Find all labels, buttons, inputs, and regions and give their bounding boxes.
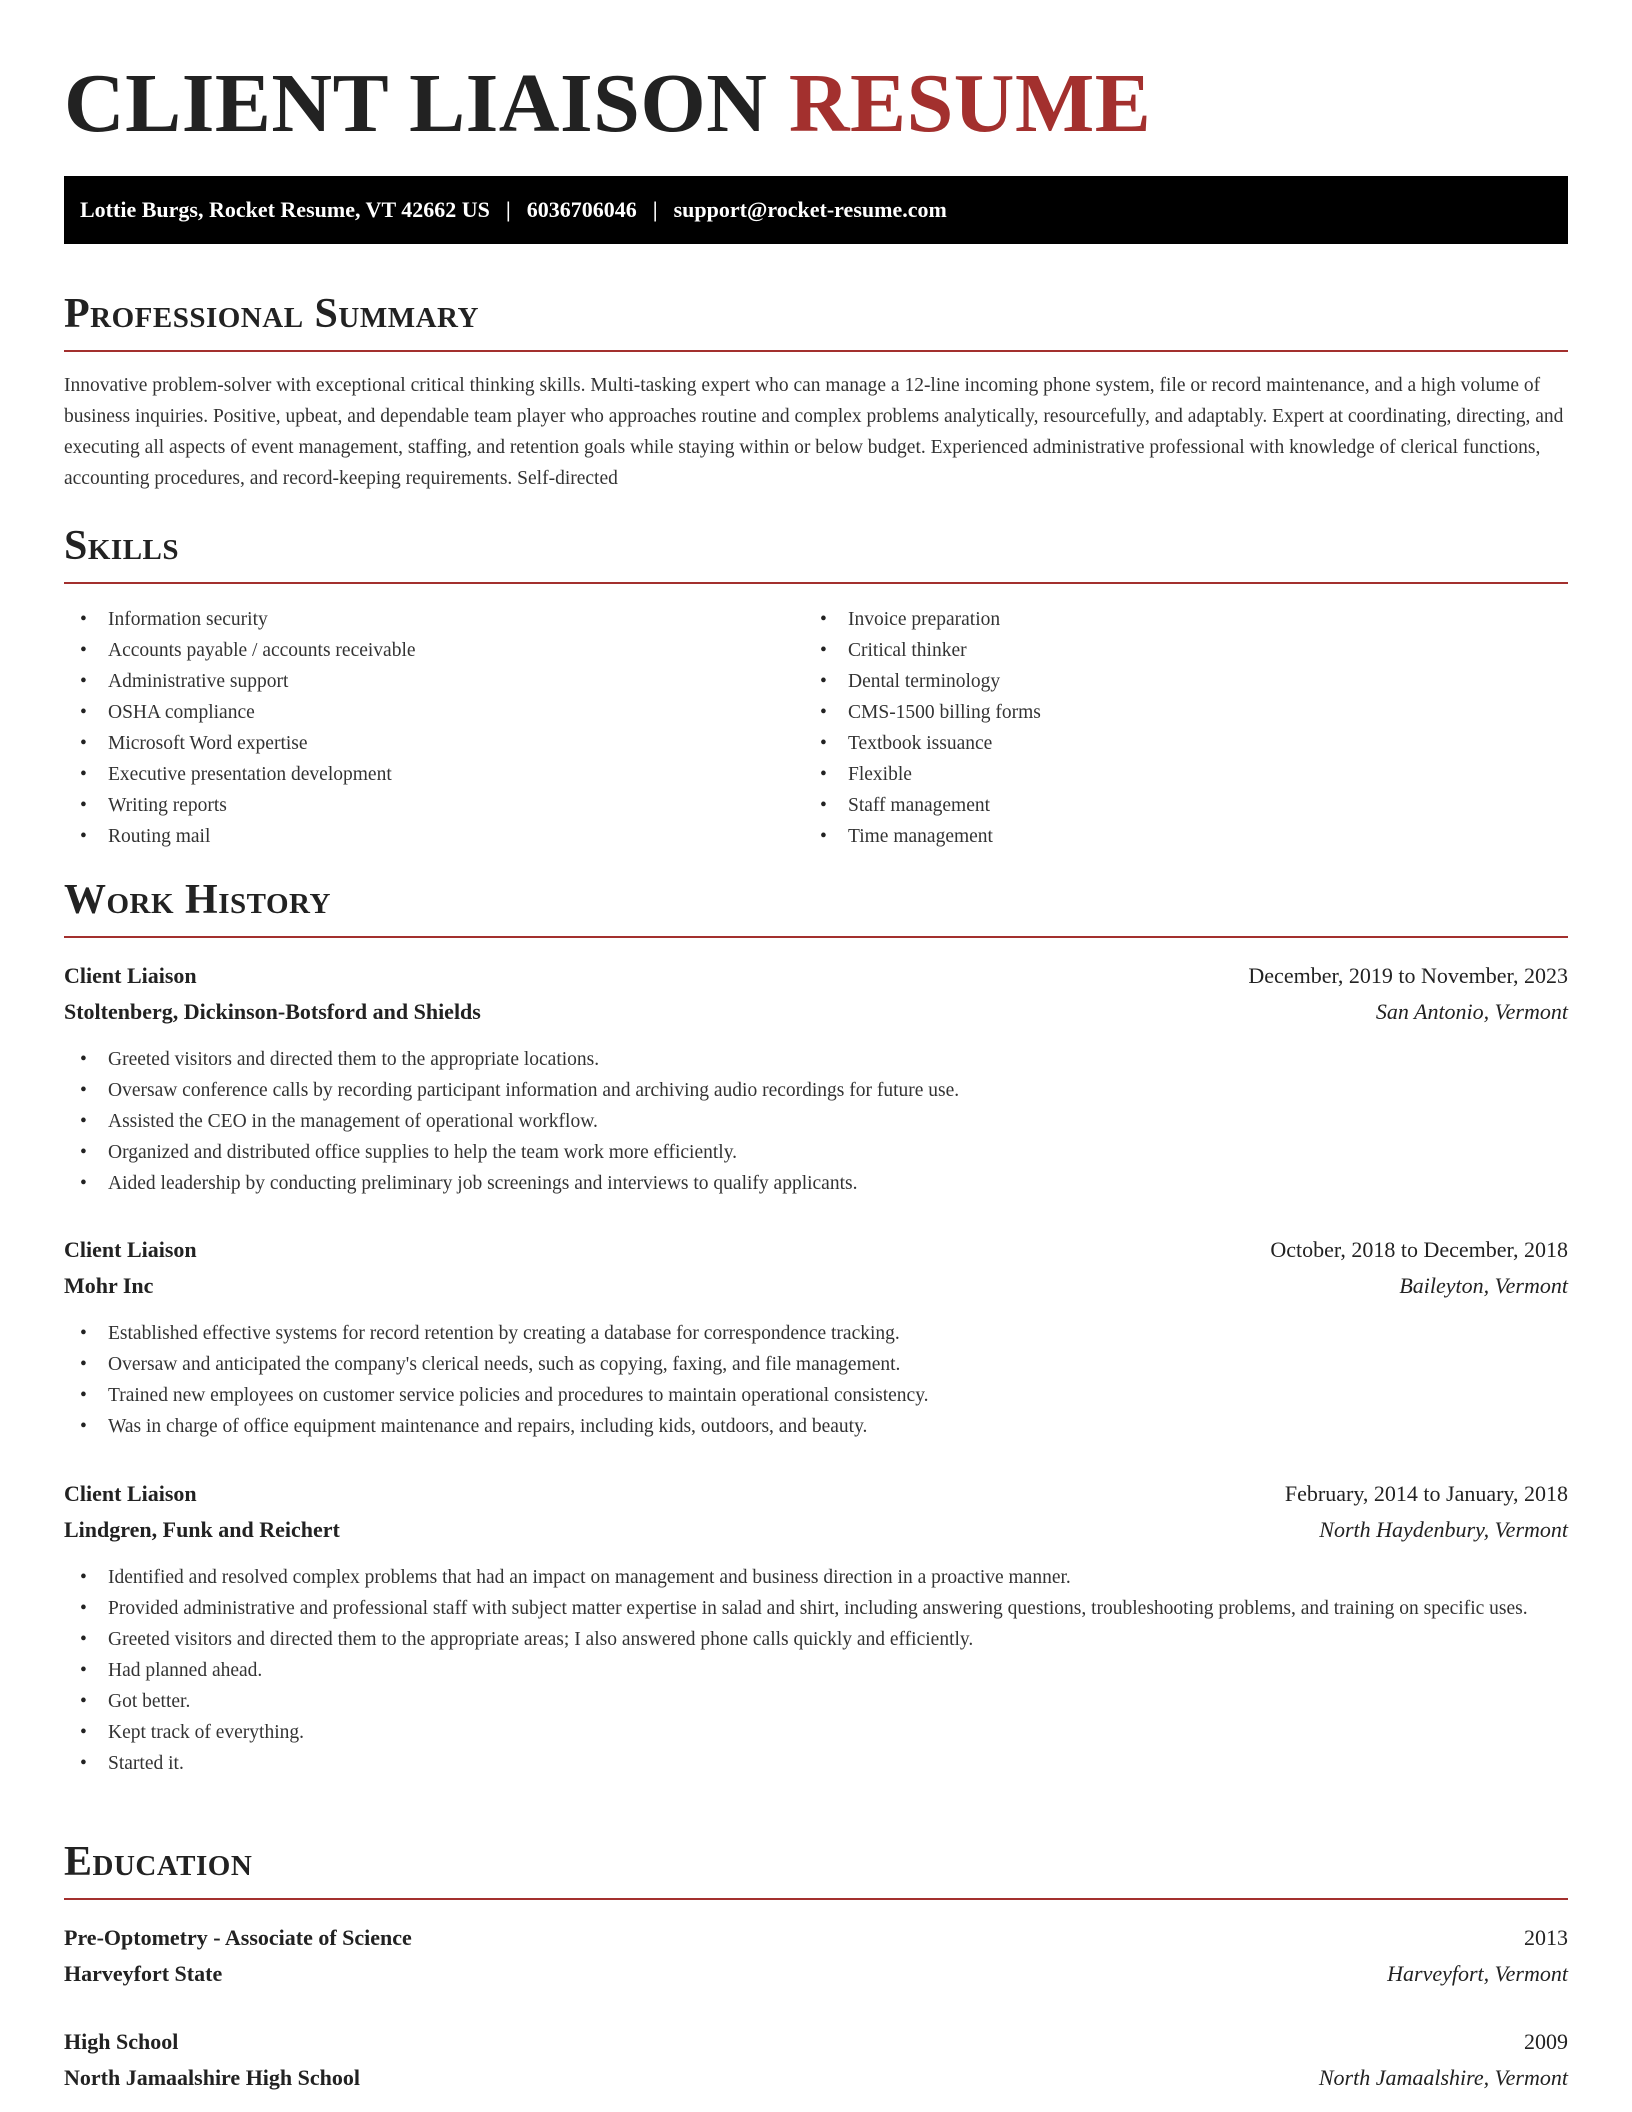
skill-item: • Textbook issuance bbox=[804, 728, 1544, 759]
skill-item: • Accounts payable / accounts receivable bbox=[64, 635, 804, 666]
job-location: North Haydenbury, Vermont bbox=[1319, 1517, 1568, 1542]
job-company: Mohr Inc bbox=[64, 1273, 154, 1298]
duty-item: • Oversaw conference calls by recording participant information and archiving audio recordings for future use. bbox=[64, 1075, 1568, 1106]
education-divider bbox=[64, 1898, 1568, 1900]
skill-item: • Staff management bbox=[804, 790, 1544, 821]
skill-item: • Routing mail bbox=[64, 821, 804, 852]
skill-item: • OSHA compliance bbox=[64, 697, 804, 728]
skill-item: • Time management bbox=[804, 821, 1544, 852]
contact-email[interactable]: support@rocket-resume.com bbox=[673, 197, 947, 222]
duty-item: • Got better. bbox=[64, 1686, 1568, 1717]
duty-item: • Was in charge of office equipment maintenance and repairs, including kids, outdoors, and beauty. bbox=[64, 1411, 1568, 1442]
contact-separator: | bbox=[505, 197, 511, 222]
job-entry bbox=[64, 1232, 1568, 1442]
duty-item: • Oversaw and anticipated the company's clerical needs, such as copying, faxing, and file management. bbox=[64, 1349, 1568, 1380]
duty-item: • Established effective systems for record retention by creating a database for correspondence tracking. bbox=[64, 1318, 1568, 1349]
education-heading: Education bbox=[64, 1839, 253, 1885]
duty-item: • Organized and distributed office supplies to help the team work more efficiently. bbox=[64, 1137, 1568, 1168]
duty-item: • Had planned ahead. bbox=[64, 1655, 1568, 1686]
duty-item: • Started it. bbox=[64, 1748, 1568, 1779]
education-school: Harveyfort State bbox=[64, 1961, 223, 1986]
skill-item: • Executive presentation development bbox=[64, 759, 804, 790]
job-entry bbox=[64, 958, 1568, 1199]
skills-heading: Skills bbox=[64, 523, 180, 569]
job-dates: October, 2018 to December, 2018 bbox=[1270, 1237, 1568, 1262]
work-heading: Work History bbox=[64, 877, 331, 923]
job-entry bbox=[64, 1476, 1568, 1779]
education-year: 2009 bbox=[1524, 2029, 1568, 2054]
skill-item: • Flexible bbox=[804, 759, 1544, 790]
job-duties bbox=[64, 1562, 1568, 1779]
skills-list-right bbox=[804, 604, 1544, 852]
job-title: Client Liaison bbox=[64, 1481, 197, 1506]
skill-item: • Administrative support bbox=[64, 666, 804, 697]
duty-item: • Identified and resolved complex problems that had an impact on management and business direction in a proactive manner. bbox=[64, 1562, 1568, 1593]
contact-separator: | bbox=[652, 197, 658, 222]
education-degree: Pre-Optometry - Associate of Science bbox=[64, 1925, 412, 1950]
duty-item: • Greeted visitors and directed them to the appropriate locations. bbox=[64, 1044, 1568, 1075]
title-accent: RESUME bbox=[788, 57, 1152, 150]
job-company: Stoltenberg, Dickinson-Botsford and Shields bbox=[64, 999, 481, 1024]
summary-text: Innovative problem-solver with exceptional critical thinking skills. Multi-tasking expert who can manage a 12-line incoming phone system, file or record maintenance, and a high volume of business inquiries. Positive, upbeat, and dependable team player who approaches routine and complex problems analytically, resourcefully, and adaptably. Expert at coordinating, directing, and executing all aspects of event management, staffing, and retention goals while staying within or below budget. Experienced administrative professional with knowledge of clerical functions, accounting procedures, and record-keeping requirements. Self-directed bbox=[64, 375, 1564, 489]
job-dates: February, 2014 to January, 2018 bbox=[1284, 1481, 1568, 1506]
education-entry bbox=[64, 2024, 1568, 2096]
duty-item: • Kept track of everything. bbox=[64, 1717, 1568, 1748]
job-title: Client Liaison bbox=[64, 963, 197, 988]
skill-item: • Microsoft Word expertise bbox=[64, 728, 804, 759]
contact-address: Lottie Burgs, Rocket Resume, VT 42662 US bbox=[80, 197, 490, 222]
job-duties bbox=[64, 1044, 1568, 1199]
education-year: 2013 bbox=[1524, 1925, 1568, 1950]
job-duties bbox=[64, 1318, 1568, 1442]
duty-item: • Assisted the CEO in the management of operational workflow. bbox=[64, 1106, 1568, 1137]
skill-item: • Critical thinker bbox=[804, 635, 1544, 666]
duty-item: • Aided leadership by conducting preliminary job screenings and interviews to qualify applicants. bbox=[64, 1168, 1568, 1199]
job-location: San Antonio, Vermont bbox=[1375, 999, 1568, 1024]
education-location: Harveyfort, Vermont bbox=[1387, 1961, 1568, 1986]
contact-bar bbox=[64, 176, 1568, 244]
skill-item: • CMS-1500 billing forms bbox=[804, 697, 1544, 728]
duty-item: • Trained new employees on customer service policies and procedures to maintain operational consistency. bbox=[64, 1380, 1568, 1411]
resume-title bbox=[64, 54, 1151, 154]
skills-list-left bbox=[64, 604, 804, 852]
education-entry bbox=[64, 1920, 1568, 1992]
skill-item: • Invoice preparation bbox=[804, 604, 1544, 635]
education-degree: High School bbox=[64, 2029, 179, 2054]
summary-divider bbox=[64, 350, 1568, 352]
education-school: North Jamaalshire High School bbox=[64, 2065, 361, 2090]
title-main: CLIENT LIAISON bbox=[64, 57, 768, 150]
job-company: Lindgren, Funk and Reichert bbox=[64, 1517, 340, 1542]
contact-phone[interactable]: 6036706046 bbox=[526, 197, 637, 222]
duty-item: • Provided administrative and professional staff with subject matter expertise in salad and shirt, including answering questions, troubleshooting problems, and training on specific uses. bbox=[64, 1593, 1568, 1624]
summary-heading: Professional Summary bbox=[64, 291, 479, 337]
job-title: Client Liaison bbox=[64, 1237, 197, 1262]
job-dates: December, 2019 to November, 2023 bbox=[1248, 963, 1568, 988]
skill-item: • Writing reports bbox=[64, 790, 804, 821]
work-divider bbox=[64, 936, 1568, 938]
skill-item: • Dental terminology bbox=[804, 666, 1544, 697]
job-location: Baileyton, Vermont bbox=[1399, 1273, 1568, 1298]
duty-item: • Greeted visitors and directed them to the appropriate areas; I also answered phone calls quickly and efficiently. bbox=[64, 1624, 1568, 1655]
skills-divider bbox=[64, 582, 1568, 584]
education-location: North Jamaalshire, Vermont bbox=[1318, 2065, 1568, 2090]
skill-item: • Information security bbox=[64, 604, 804, 635]
